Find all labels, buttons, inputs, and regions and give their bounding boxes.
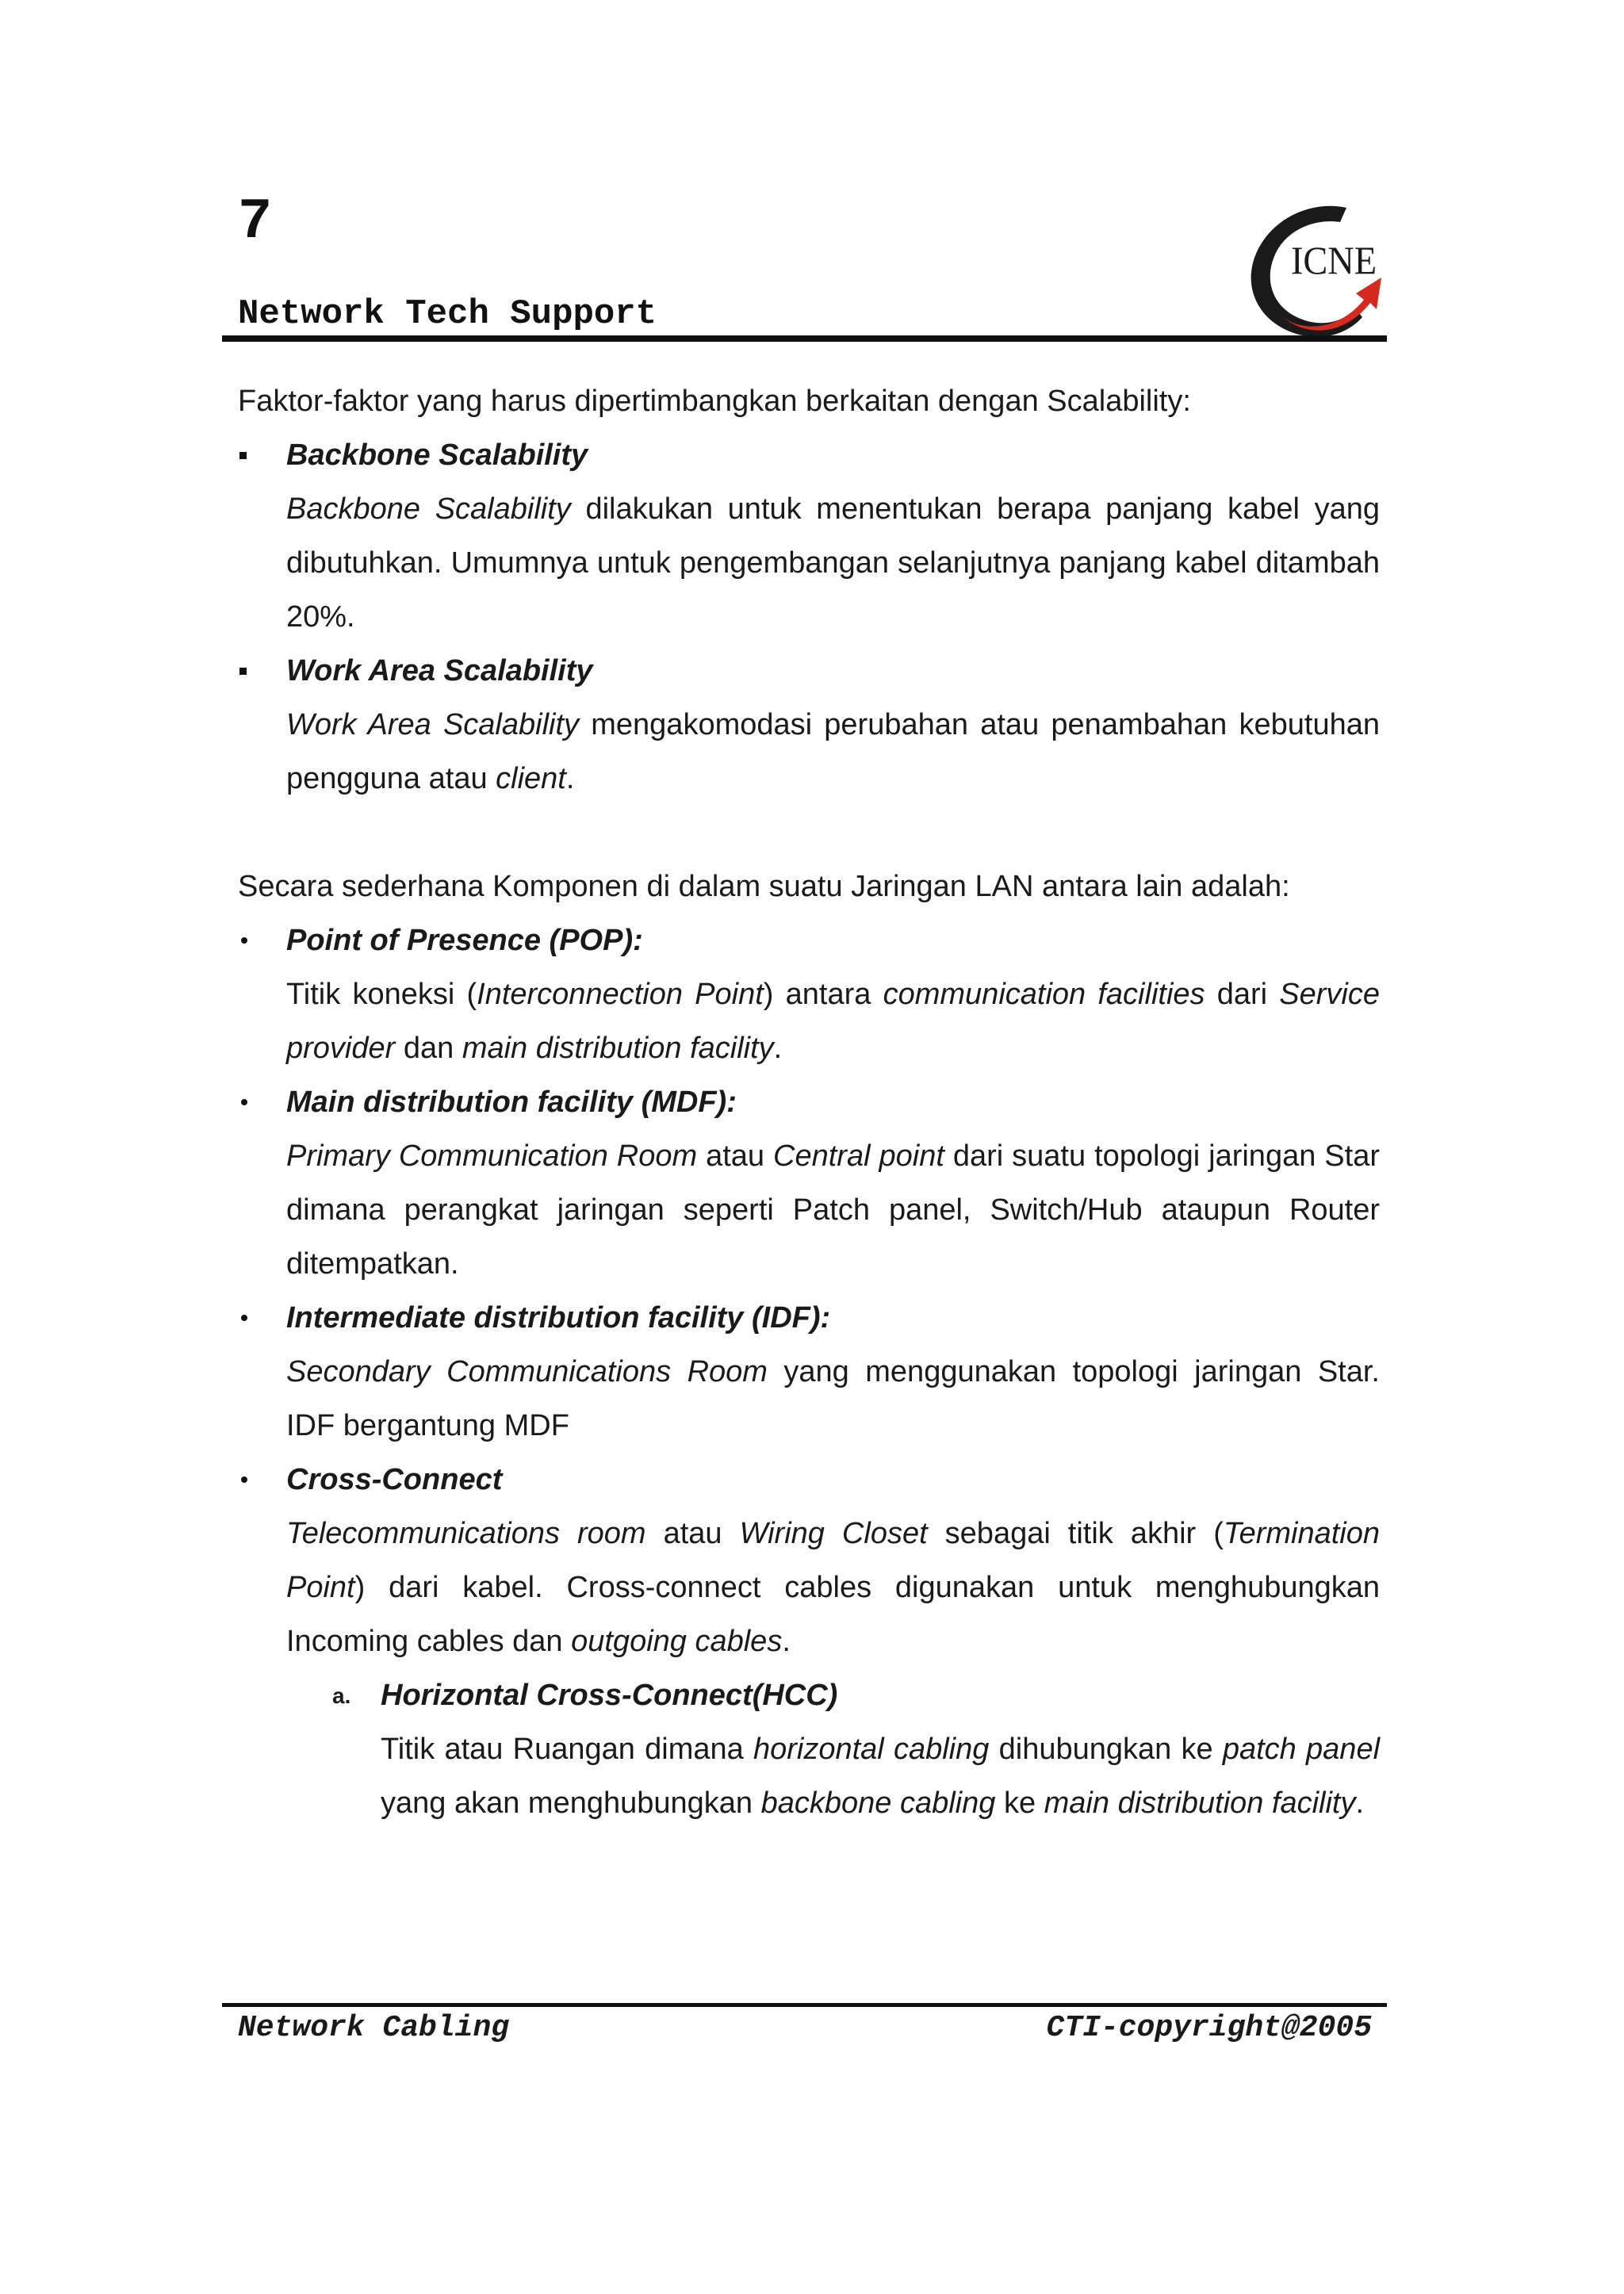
main-content (238, 374, 1380, 1830)
italic-term: horizontal cabling (753, 1733, 990, 1766)
text-run: atau (645, 1517, 740, 1550)
components-list (238, 913, 1380, 1830)
item-description (238, 1345, 1380, 1453)
text-run: dari (1205, 978, 1280, 1011)
item-description (238, 698, 1380, 806)
italic-term: Central point (773, 1139, 944, 1173)
text-run: . (782, 1625, 791, 1658)
italic-term: main distribution facility (1044, 1787, 1356, 1820)
italic-term: main distribution facility (462, 1032, 774, 1065)
round-bullet-icon (238, 913, 263, 967)
text-run: yang menggunakan topologi jaringan Star. IDF bergantung MDF (286, 1355, 1380, 1442)
round-bullet-icon (238, 1075, 263, 1129)
italic-term: Backbone Scalability (286, 492, 571, 526)
square-bullet-icon (238, 428, 263, 482)
header-divider (222, 335, 1387, 342)
footer-left: Network Cabling (238, 2011, 510, 2045)
scalability-item (238, 644, 1380, 806)
item-heading: Cross-Connect (286, 1463, 503, 1496)
italic-term: patch panel (1222, 1733, 1381, 1766)
component-item (238, 1075, 1380, 1291)
icne-logo (1237, 198, 1384, 341)
item-heading: Work Area Scalability (286, 654, 593, 687)
italic-term: Telecommunications room (286, 1517, 646, 1550)
footer-right: CTI-copyright@2005 (1046, 2011, 1372, 2045)
text-run: ) dari kabel. Cross-connect cables digunakan untuk menghubungkan Incoming cables dan (286, 1571, 1380, 1658)
text-run: mengakomodasi perubahan atau penambahan kebutuhan pengguna atau (286, 708, 1380, 795)
component-item (238, 1291, 1380, 1453)
text-run: Titik atau Ruangan dimana (381, 1733, 753, 1766)
text-run: atau (697, 1139, 774, 1173)
italic-term: backbone cabling (760, 1787, 996, 1820)
text-run: ) antara (763, 978, 883, 1011)
paragraph-gap (238, 806, 1380, 860)
text-run: . (773, 1032, 783, 1065)
text-run: Titik koneksi ( (286, 978, 477, 1011)
text-run: dihubungkan ke (989, 1733, 1223, 1766)
text-run: ke (995, 1787, 1044, 1820)
component-item (238, 913, 1380, 1075)
round-bullet-icon (238, 1453, 263, 1507)
italic-term: Termination Point (286, 1517, 1381, 1604)
text-run: dilakukan untuk menentukan berapa panjang kabel yang dibutuhkan. Umumnya untuk pengembangan selanjutnya panjang kabel ditambah 20%. (286, 492, 1380, 634)
scalability-intro: Faktor-faktor yang harus dipertimbangkan berkaitan dengan Scalability: (238, 385, 1191, 418)
italic-term: Wiring Closet (739, 1517, 928, 1550)
icne-logo-graphic (1237, 198, 1384, 341)
item-heading: Intermediate distribution facility (IDF): (286, 1301, 831, 1335)
component-item (238, 1453, 1380, 1830)
text-run: . (1355, 1787, 1365, 1820)
sub-item-marker: a. (332, 1683, 351, 1708)
italic-term: client (496, 762, 566, 795)
text-run: yang akan menghubungkan (381, 1787, 761, 1820)
text-run: dan (395, 1032, 462, 1065)
sub-item-heading: Horizontal Cross-Connect(HCC) (381, 1679, 838, 1712)
components-intro: Secara sederhana Komponen di dalam suatu Jaringan LAN antara lain adalah: (238, 870, 1290, 903)
italic-term: Secondary Communications Room (286, 1355, 768, 1388)
item-description (238, 482, 1380, 644)
page-number: 7 (238, 190, 273, 255)
item-description (238, 967, 1380, 1075)
text-run: dari suatu topologi jaringan Star dimana perangkat jaringan seperti Patch panel, Switch/Hub ataupun Router ditempatkan. (286, 1139, 1380, 1281)
text-run: sebagai titik akhir ( (927, 1517, 1224, 1550)
italic-term: Primary Communication Room (286, 1139, 698, 1173)
footer-divider (222, 2003, 1387, 2007)
item-heading: Point of Presence (POP): (286, 924, 643, 957)
scalability-item (238, 428, 1380, 644)
item-description (238, 1129, 1380, 1291)
logo-text: ICNE (1291, 238, 1377, 282)
item-heading: Backbone Scalability (286, 439, 588, 472)
italic-term: Interconnection Point (477, 978, 764, 1011)
round-bullet-icon (238, 1291, 263, 1345)
scalability-list (238, 428, 1380, 806)
sub-item (332, 1668, 1380, 1830)
italic-term: outgoing cables (571, 1625, 783, 1658)
sub-item-description (332, 1722, 1380, 1830)
item-description (238, 1507, 1380, 1668)
italic-term: communication facilities (883, 978, 1205, 1011)
item-heading: Main distribution facility (MDF): (286, 1086, 737, 1119)
square-bullet-icon (238, 644, 263, 698)
italic-term: Service provider (286, 978, 1380, 1065)
header-title: Network Tech Support (238, 294, 657, 334)
italic-term: Work Area Scalability (286, 708, 580, 741)
text-run: . (565, 762, 575, 795)
